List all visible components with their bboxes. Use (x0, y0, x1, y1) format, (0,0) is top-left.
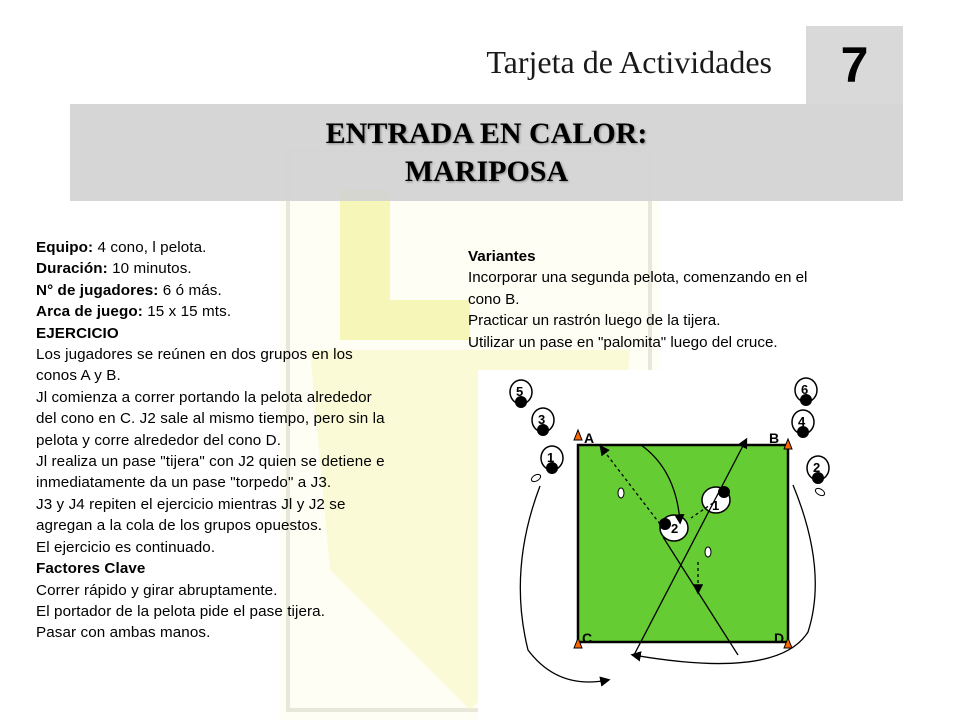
duration-row (36, 258, 466, 279)
player-label-center-2: 2 (671, 521, 679, 536)
variant-line: Utilizar un pase en "palomita" luego del cruce. (468, 333, 778, 351)
cone-label-c: C (582, 630, 593, 646)
exercise-heading: EJERCICIO (36, 324, 119, 342)
field (578, 445, 788, 642)
variant-line: Practicar un rastrón luego de la tijera. (468, 312, 721, 330)
player-label-3: 3 (538, 412, 546, 427)
player-label-1: 1 (547, 450, 555, 465)
cone-label-b: B (769, 430, 780, 446)
page-header-title: Tarjeta de Actividades (486, 44, 772, 80)
variants-section (468, 246, 908, 353)
key-factor-line: El portador de la pelota pide el pase tijera. (36, 602, 326, 620)
equipment-row (36, 237, 466, 258)
players-label: N° de jugadores: (36, 281, 159, 299)
players-row (36, 280, 466, 301)
player-label-6: 6 (801, 382, 809, 397)
exercise-line: del cono en C. J2 sale al mismo tiempo, pero sin la (36, 410, 385, 428)
exercise-line: Jl comienza a correr portando la pelota alrededor (36, 388, 372, 406)
exercise-line: conos A y B. (36, 367, 121, 385)
key-factor-line: Pasar con ambas manos. (36, 624, 211, 642)
exercise-line: Los jugadores se reúnen en dos grupos en los (36, 346, 353, 364)
variant-line: Incorporar una segunda pelota, comenzando en el (468, 269, 808, 287)
activity-title-band (70, 104, 903, 201)
exercise-line: agregan a la cola de los grupos opuestos. (36, 517, 323, 535)
area-label: Arca de juego: (36, 303, 143, 321)
player-label-4: 4 (798, 414, 806, 429)
player-label-5: 5 (516, 384, 524, 399)
exercise-line: Jl realiza un pase "tijera" con J2 quien se detiene e (36, 453, 385, 471)
exercise-line: J3 y J4 repiten el ejercicio mientras Jl y J2 se (36, 495, 346, 513)
duration-label: Duración: (36, 260, 108, 278)
exercise-line: pelota y corre alrededor del cono D. (36, 431, 282, 449)
area-value: 15 x 15 mts. (142, 303, 232, 321)
players-value: 6 ó más. (158, 281, 222, 299)
player-label-center-1: 1 (712, 498, 720, 513)
exercise-line: inmediatamente da un pase "torpedo" a J3. (36, 474, 332, 492)
cone-label-a: A (584, 430, 595, 446)
equipment-value: 4 cono, l pelota. (93, 239, 207, 256)
area-row (36, 301, 466, 322)
cone-label-d: D (774, 630, 785, 646)
card-number-badge: 7 (806, 26, 903, 104)
duration-value: 10 minutos. (107, 260, 192, 278)
equipment-label: Equipo: (36, 239, 94, 256)
key-factors-heading: Factores Clave (36, 560, 146, 578)
player-label-2: 2 (813, 460, 821, 475)
drill-diagram (478, 370, 838, 720)
exercise-line: El ejercicio es continuado. (36, 538, 216, 556)
variant-line: cono B. (468, 290, 520, 308)
activity-title-line1: ENTRADA EN CALOR: (325, 116, 648, 150)
variants-heading: Variantes (468, 248, 536, 265)
activity-description (36, 237, 466, 644)
activity-title-line2: MARIPOSA (404, 154, 569, 188)
key-factor-line: Correr rápido y girar abruptamente. (36, 581, 278, 599)
